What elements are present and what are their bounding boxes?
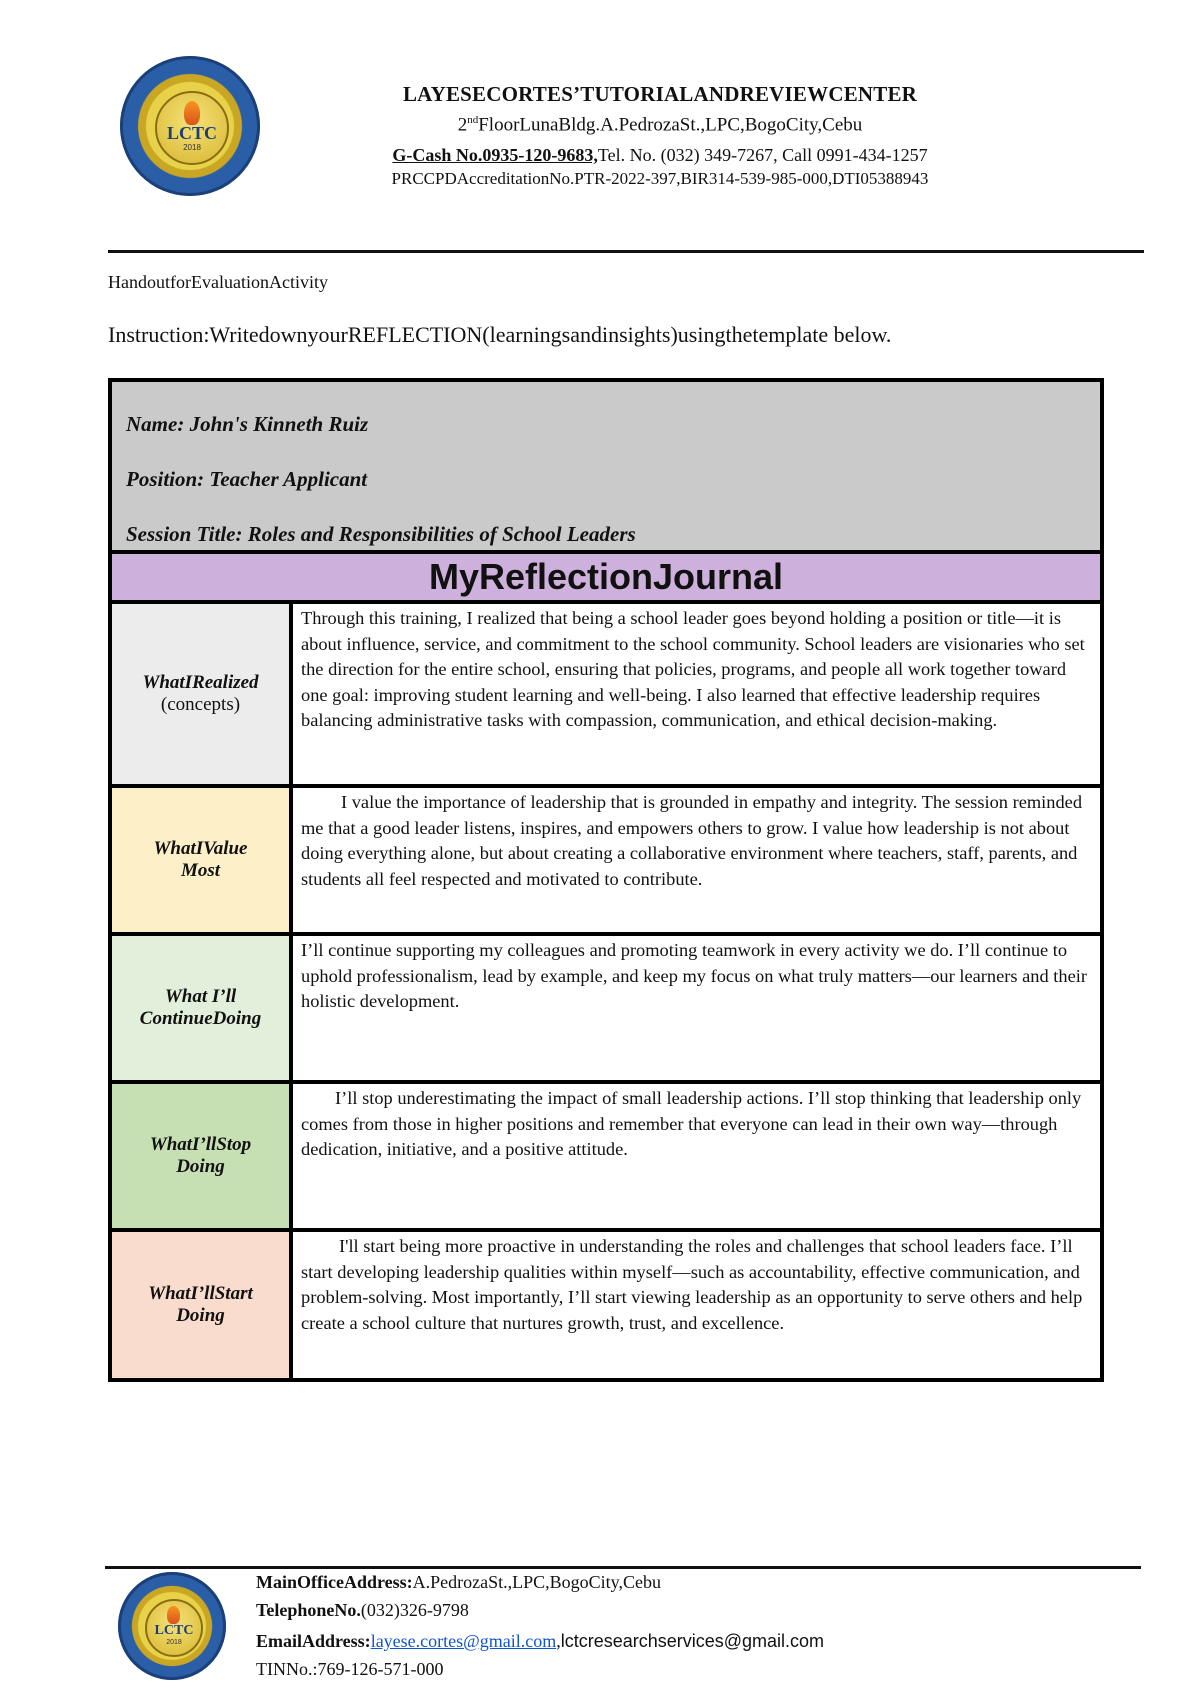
seal-year: 2018 [166, 1639, 182, 1646]
contact-phones: Tel. No. (032) 349-7267, Call 0991-434-1257 [597, 145, 928, 165]
primary-email-link[interactable]: layese.cortes@gmail.com [370, 1631, 557, 1651]
seal-monogram: LCTC [166, 123, 217, 143]
address-rest: FloorLunaBldg.A.PedrozaSt.,LPC,BogoCity,Cebu [478, 114, 863, 136]
seal-year: 2018 [183, 143, 201, 152]
center-contact [240, 145, 1080, 166]
handout-label: HandoutforEvaluationActivity [108, 272, 328, 292]
row-label-cell [112, 1084, 293, 1228]
footer-office-address [256, 1572, 661, 1593]
seal-inner [155, 91, 229, 165]
flame-icon [167, 1606, 180, 1624]
row-label: WhatI’llStart Doing [148, 1283, 253, 1326]
seal-inner [145, 1599, 203, 1657]
reflection-text: I’ll continue supporting my colleagues and promoting teamwork in every activity we do. I’ll continue to uphold professionalism, lead by example, and keep my focus on what truly matters—our learners and their holistic development. [301, 940, 1087, 1012]
row-what-ill-start-doing [112, 1232, 1100, 1378]
row-label: WhatI’llStop Doing [149, 1134, 252, 1177]
footer-tin: TINNo.:769-126-571-000 [256, 1659, 444, 1679]
accreditation-line: PRCCPDAccreditationNo.PTR-2022-397,BIR314-539-985-000,DTI05388943 [391, 169, 929, 188]
gcash-number: G-Cash No.0935-120-9683, [392, 145, 598, 165]
footer-office-key: MainOfficeAddress: [256, 1572, 413, 1592]
row-what-i-realized [112, 604, 1100, 788]
address-floor-suffix: nd [467, 114, 479, 126]
seal-monogram: LCTC [154, 1623, 194, 1638]
footer-phone-key: TelephoneNo. [256, 1600, 361, 1620]
instruction-text: Instruction:WritedownyourREFLECTION(learningsandinsights)usingthetemplate below. [108, 322, 892, 347]
row-label: WhatIRealized [142, 672, 259, 693]
participant-info-box [112, 382, 1100, 554]
footer-phone-value: (032)326-9798 [360, 1600, 469, 1620]
row-label-cell [112, 788, 293, 932]
center-address [240, 114, 1080, 136]
footer-email-key: EmailAddress: [256, 1631, 371, 1651]
footer-telephone [256, 1600, 469, 1621]
reflection-text: I'll start being more proactive in understanding the roles and challenges that school leaders face. I’ll start developing leadership qualities within myself—such as accountability, effective communication, and problem-solving. Most importantly, I’ll start viewing leadership as an opportunity to serve others and help create a school culture that nurtures growth, trust, and excellence. [301, 1236, 1083, 1333]
reflection-text: I value the importance of leadership that is grounded in empathy and integrity. The session reminded me that a good leader listens, inspires, and empowers others to grow. I value how leadership is not about doing everything alone, but about creating a collaborative environment where teachers, staff, parents, and students all feel respected and motivated to contribute. [301, 792, 1083, 889]
journal-title: MyReflectionJournal [112, 554, 1100, 604]
row-label: WhatIValue Most [153, 838, 248, 881]
footer-divider [105, 1566, 1141, 1569]
footer-email [256, 1631, 824, 1652]
row-sublabel: (concepts) [160, 694, 241, 715]
row-what-ill-stop-doing [112, 1084, 1100, 1232]
footer-office-value: A.PedrozaSt.,LPC,BogoCity,Cebu [412, 1572, 661, 1592]
row-label-cell [112, 604, 293, 784]
row-label-cell [112, 936, 293, 1080]
reflection-text: I’ll stop underestimating the impact of small leadership actions. I’ll stop thinking that leadership only comes from those in higher positions and remember that everyone can lead in their own way—through dedication, initiative, and a positive attitude. [301, 1088, 1082, 1160]
email-separator: , [556, 1631, 561, 1651]
flame-icon [184, 101, 200, 125]
address-floor-number: 2 [457, 114, 468, 136]
row-what-i-value-most [112, 788, 1100, 936]
center-logo-seal [120, 56, 260, 196]
header-divider [108, 250, 1144, 253]
reflection-text: Through this training, I realized that being a school leader goes beyond holding a position or title—it is about influence, service, and commitment to the school community. School leaders are visionaries who set the direction for the entire school, ensuring that policies, programs, and people all work together toward one goal: improving student learning and well-being. I also learned that effective leadership requires balancing administrative tasks with compassion, communication, and ethical decision-making. [301, 608, 1085, 731]
secondary-email: lctcresearchservices@gmail.com [560, 1631, 825, 1651]
participant-position: Position: Teacher Applicant [126, 467, 368, 491]
row-label-cell [112, 1232, 293, 1378]
center-name-heading: LAYESECORTES’TUTORIALANDREVIEWCENTER [402, 82, 918, 106]
reflection-journal-table [108, 378, 1104, 1382]
session-title: Session Title: Roles and Responsibilities of School Leaders [126, 522, 636, 546]
row-label: What I’ll ContinueDoing [139, 986, 262, 1029]
row-what-ill-continue-doing [112, 936, 1100, 1084]
footer-logo-seal [118, 1572, 226, 1680]
participant-name: Name: John's Kinneth Ruiz [126, 412, 369, 436]
